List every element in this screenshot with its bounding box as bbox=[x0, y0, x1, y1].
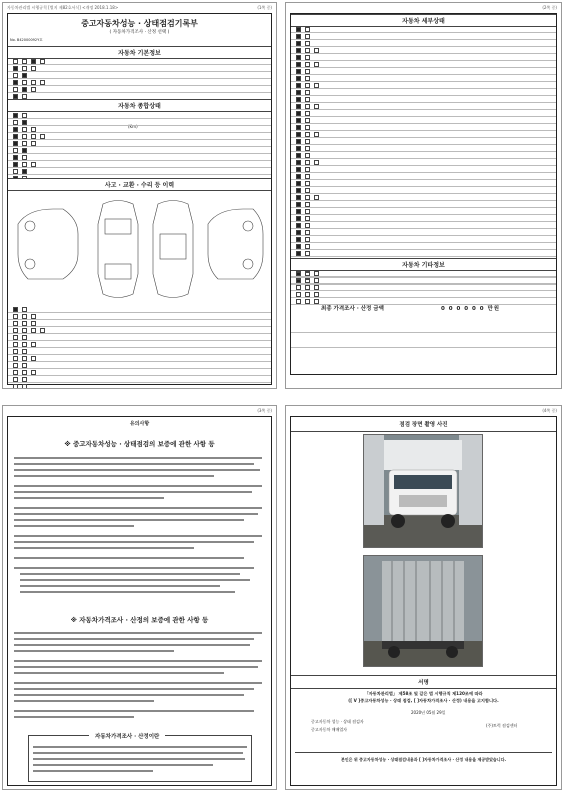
section-detail-status: 자동차 세부상태 bbox=[291, 14, 556, 27]
other-info-rows bbox=[291, 270, 556, 305]
inspection-org: (주)트럭 점검센터 bbox=[486, 723, 518, 728]
form-title: 중고자동차성능 · 상태점검기록부 bbox=[81, 19, 198, 28]
photo-frame bbox=[290, 416, 557, 786]
dealer-role: 중고자동차 매매업자 bbox=[311, 727, 348, 732]
detail-status-rows bbox=[291, 26, 556, 285]
page-3 bbox=[2, 405, 277, 790]
section-accident-history: 사고 · 교환 · 수리 등 이력 bbox=[8, 178, 271, 191]
page-2 bbox=[285, 2, 562, 389]
price-label: 최종 가격조사 · 산정 금액 bbox=[321, 306, 384, 312]
page-number: (1쪽 중) bbox=[257, 5, 272, 10]
box-text bbox=[33, 746, 248, 776]
notes-header: 유의사항 bbox=[129, 421, 150, 427]
page-number: (2쪽 중) bbox=[542, 5, 557, 10]
car-diagram bbox=[8, 194, 271, 304]
form-frame bbox=[290, 13, 557, 375]
price-value: 0 0 0 0 0 0 만원 bbox=[441, 306, 501, 312]
box-title: 자동차가격조사 · 산정이란 bbox=[89, 732, 165, 740]
page-4 bbox=[285, 405, 562, 790]
truck-rear-photo bbox=[363, 555, 483, 667]
doc-number: No. B42000092Y호 bbox=[10, 38, 43, 42]
sign-date: 2020년 05월 29일 bbox=[411, 710, 446, 715]
notes-text-block-1 bbox=[14, 457, 264, 607]
section-other-info: 자동차 기타정보 bbox=[291, 258, 556, 271]
inspector-role: 중고자동차 성능 · 상태 점검자 bbox=[311, 719, 364, 724]
truck-front-photo bbox=[363, 434, 483, 548]
overall-status-rows bbox=[8, 112, 271, 182]
notes-frame bbox=[7, 416, 272, 786]
page-1 bbox=[2, 2, 277, 389]
receipt-text: 본인은 위 중고자동차성능 · 상태점검내용과 [ ]자동차가격조사 · 산정 내용을 제공받았습니다. bbox=[295, 752, 552, 763]
section-overall-status: 자동차 종합상태 bbox=[8, 99, 271, 112]
section-basic-info: 자동차 기본정보 bbox=[8, 46, 271, 59]
photo-title: 점검 장면 촬영 사진 bbox=[291, 420, 556, 432]
sign-section-title: 서명 bbox=[291, 675, 556, 689]
signature-rows bbox=[291, 318, 556, 348]
sign-text-1: 「자동차관리법」 제58조 및 같은 법 시행규칙 제120조에 따라 bbox=[364, 691, 483, 696]
basic-info-rows bbox=[8, 58, 271, 100]
sign-text-2: ([ V ]중고자동차성능 · 상태 점검, [ ]자동차가격조사 · 산정) 내용을 고지합니다. bbox=[348, 698, 499, 703]
form-frame bbox=[7, 13, 272, 385]
page-number: (4쪽 중) bbox=[542, 408, 557, 413]
heading-price-warranty: ※ 자동차가격조사 · 산정의 보증에 관한 사항 등 bbox=[70, 616, 209, 624]
notes-text-block-2 bbox=[14, 632, 264, 732]
price-definition-box bbox=[28, 735, 252, 782]
form-header: 자동차관리법 시행규칙 [별지 제82호서식] <개정 2018.1.18> bbox=[7, 5, 119, 10]
heading-inspection-warranty: ※ 중고자동차성능 · 상태점검의 보증에 관한 사항 등 bbox=[64, 440, 215, 448]
mileage-unit: (Km) bbox=[128, 124, 138, 129]
page-number: (3쪽 중) bbox=[257, 408, 272, 413]
form-subtitle: ( 자동차가격조사 · 산정 선택 ) bbox=[109, 30, 170, 35]
repair-rows bbox=[8, 306, 271, 389]
